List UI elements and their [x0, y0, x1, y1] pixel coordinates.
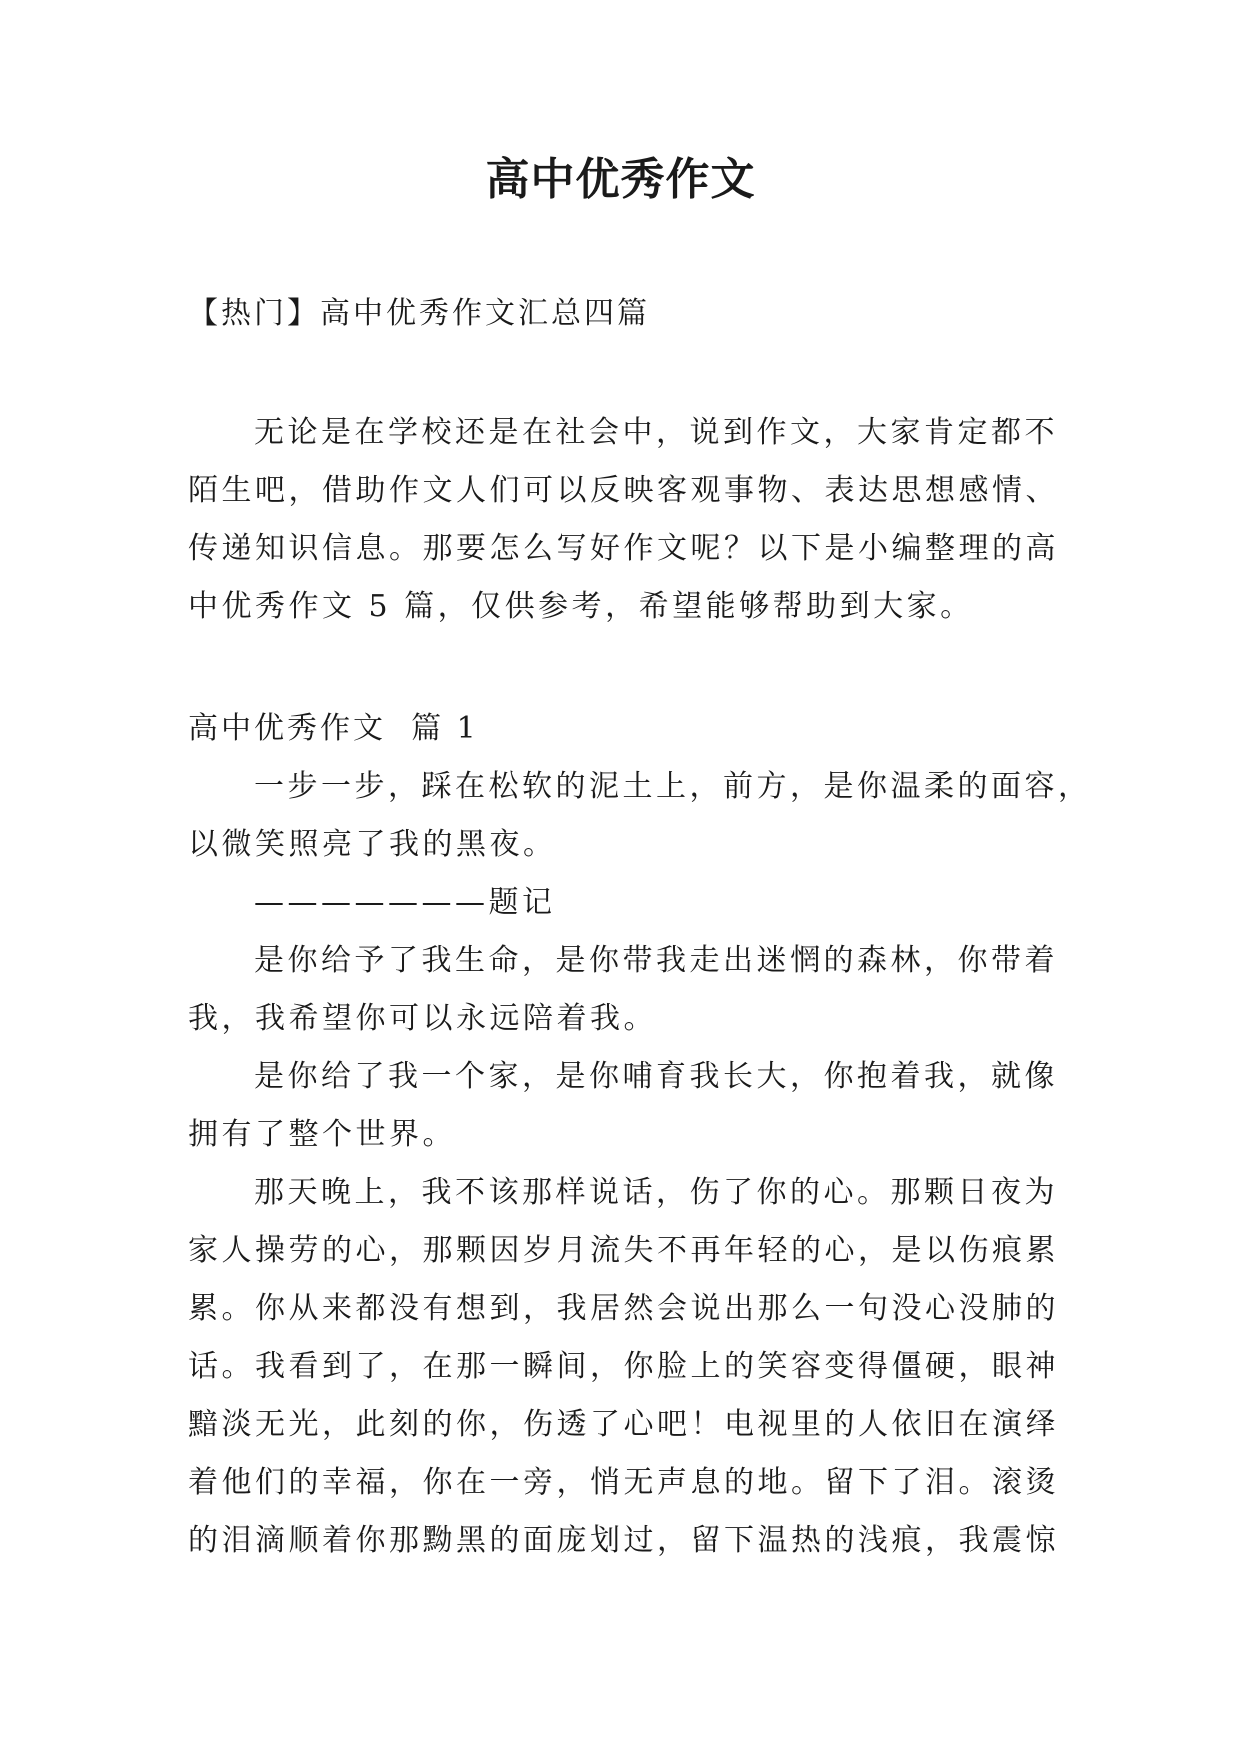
essay-line: 的泪滴顺着你那黝黑的面庞划过，留下温热的浅痕，我震惊 — [188, 1523, 1059, 1558]
epigraph-line: ———————题记 — [254, 885, 556, 920]
essay-line: 我，我希望你可以永远陪着我。 — [188, 1001, 657, 1036]
essay-line: 家人操劳的心，那颗因岁月流失不再年轻的心，是以伤痕累 — [188, 1233, 1059, 1268]
essay-line: 着他们的幸福，你在一旁，悄无声息的地。留下了泪。滚烫 — [188, 1465, 1059, 1500]
essay-line: 那天晚上，我不该那样说话，伤了你的心。那颗日夜为 — [254, 1175, 1058, 1210]
section-heading: 高中优秀作文 篇 1 — [188, 711, 479, 746]
essay-body — [188, 700, 1092, 1570]
essay-line: 以微笑照亮了我的黑夜。 — [188, 827, 557, 862]
essay-line: 是你给予了我生命，是你带我走出迷惘的森林，你带着 — [254, 943, 1058, 978]
essay-line: 拥有了整个世界。 — [188, 1117, 456, 1152]
essay-line: 话。我看到了，在那一瞬间，你脸上的笑容变得僵硬，眼神 — [188, 1349, 1059, 1384]
essay-line: 累。你从来都没有想到，我居然会说出那么一句没心没肺的 — [188, 1291, 1059, 1326]
document-subtitle: 【热门】高中优秀作文汇总四篇 — [188, 296, 650, 331]
intro-line: 陌生吧，借助作文人们可以反映客观事物、表达思想感情、 — [188, 473, 1059, 508]
intro-line: 中优秀作文 5 篇，仅供参考，希望能够帮助到大家。 — [188, 589, 974, 624]
essay-line: 是你给了我一个家，是你哺育我长大，你抱着我，就像 — [254, 1059, 1058, 1094]
intro-line: 无论是在学校还是在社会中，说到作文，大家肯定都不 — [254, 415, 1058, 450]
essay-line: 一步一步，踩在松软的泥土上，前方，是你温柔的面容， — [254, 769, 1092, 804]
intro-paragraph — [188, 404, 1078, 636]
intro-line: 传递知识信息。那要怎么写好作文呢？以下是小编整理的高 — [188, 531, 1059, 566]
essay-line: 黯淡无光，此刻的你，伤透了心吧！电视里的人依旧在演绎 — [188, 1407, 1059, 1442]
document-title: 高中优秀作文 — [485, 154, 756, 205]
